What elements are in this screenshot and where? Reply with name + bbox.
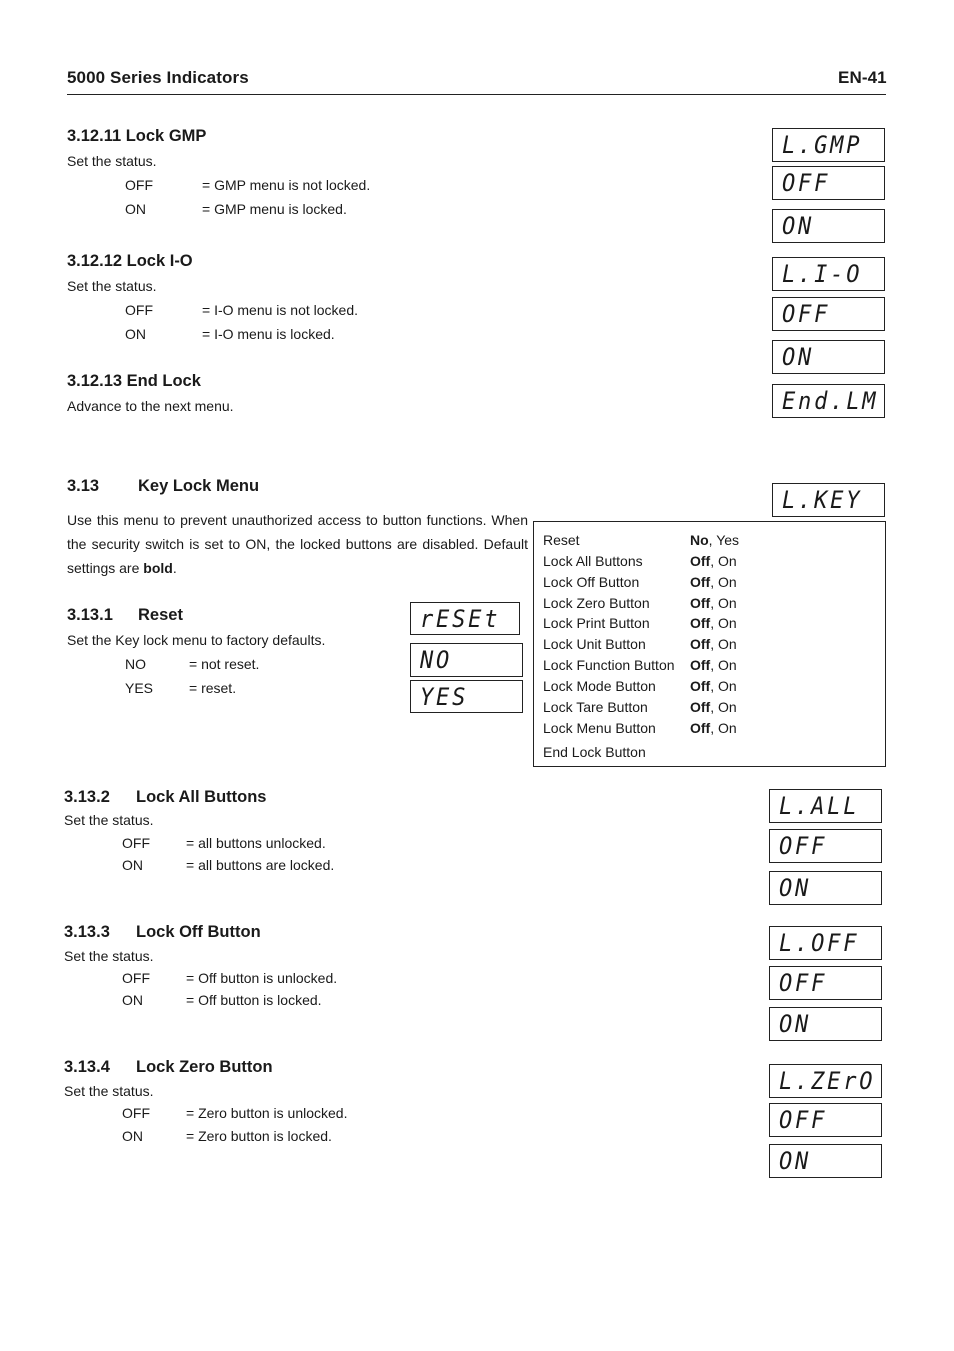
header-rule: [67, 94, 886, 95]
lcd-display: OFF: [769, 1103, 882, 1137]
option-desc: = not reset.: [189, 656, 260, 672]
section-title-lock-all-buttons: Lock All Buttons: [136, 788, 267, 806]
section-number: 3.13: [67, 477, 100, 495]
option-key: YES: [125, 680, 154, 696]
key-lock-settings-table: [533, 521, 886, 767]
option-key: OFF: [122, 1105, 150, 1121]
section-title-lock-gmp: 3.12.11 Lock GMP: [67, 127, 207, 145]
section-number: 3.13.2: [64, 788, 110, 806]
option-desc: = all buttons are locked.: [186, 857, 335, 873]
table-row: Lock Zero Button Off, On: [543, 595, 737, 611]
lcd-display: L.OFF: [769, 926, 882, 960]
section-desc: Set the status.: [64, 1083, 154, 1099]
option-desc: = GMP menu is not locked.: [202, 177, 371, 193]
option-key: ON: [122, 1128, 143, 1144]
lcd-display: ON: [772, 340, 885, 374]
option-key: OFF: [125, 177, 153, 193]
table-row: Lock All Buttons Off, On: [543, 553, 737, 569]
lcd-display: L.KEY: [772, 483, 885, 517]
option-desc: = I-O menu is not locked.: [202, 302, 359, 318]
lcd-display: rESEt: [410, 602, 520, 635]
table-row: Lock Mode Button Off, On: [543, 678, 737, 694]
section-title-end-lock: 3.12.13 End Lock: [67, 372, 201, 390]
section-desc: Set the Key lock menu to factory defaults.: [67, 632, 326, 648]
table-row: Lock Off Button Off, On: [543, 574, 737, 590]
section-desc: Advance to the next menu.: [67, 398, 234, 414]
section-title-lock-io: 3.12.12 Lock I-O: [67, 252, 193, 270]
option-desc: = Off button is locked.: [186, 992, 322, 1008]
table-row: Reset No, Yes: [543, 532, 740, 548]
lcd-display: L.ALL: [769, 789, 882, 823]
option-key: ON: [125, 201, 146, 217]
section-number: 3.13.4: [64, 1058, 110, 1076]
section-number: 3.13.3: [64, 923, 110, 941]
table-row: Lock Function Button Off, On: [543, 657, 737, 673]
option-desc: = reset.: [189, 680, 237, 696]
table-row: Lock Print Button Off, On: [543, 615, 737, 631]
lcd-display: ON: [769, 1144, 882, 1178]
option-key: ON: [122, 992, 143, 1008]
option-desc: = Zero button is locked.: [186, 1128, 332, 1144]
section-desc: Set the status.: [64, 812, 154, 828]
lcd-display: NO: [410, 643, 523, 677]
page-header-title: 5000 Series Indicators: [67, 68, 249, 87]
section-title-reset: Reset: [138, 606, 183, 624]
page-number: EN-41: [838, 68, 887, 87]
option-key: ON: [122, 857, 143, 873]
lcd-display: L.ZErO: [769, 1064, 882, 1098]
lcd-display: ON: [769, 1007, 882, 1041]
lcd-display: OFF: [772, 297, 885, 331]
option-desc: = GMP menu is locked.: [202, 201, 347, 217]
section-desc: Set the status.: [64, 948, 154, 964]
table-row: Lock Tare Button Off, On: [543, 699, 737, 715]
lcd-display: OFF: [772, 166, 885, 200]
option-key: OFF: [122, 970, 150, 986]
option-key: OFF: [122, 835, 150, 851]
section-desc: Set the status.: [67, 278, 157, 294]
section-title-key-lock-menu: Key Lock Menu: [138, 477, 260, 495]
option-desc: = Zero button is unlocked.: [186, 1105, 348, 1121]
option-key: OFF: [125, 302, 153, 318]
section-title-lock-zero-button: Lock Zero Button: [136, 1058, 273, 1076]
table-row: Lock Unit Button Off, On: [543, 636, 737, 652]
table-row: Lock Menu Button Off, On: [543, 720, 737, 736]
lcd-display: L.I-O: [772, 257, 885, 291]
option-desc: = Off button is unlocked.: [186, 970, 338, 986]
table-row: End Lock Button: [543, 744, 646, 760]
option-desc: = all buttons unlocked.: [186, 835, 326, 851]
section-desc: Set the status.: [67, 153, 157, 169]
option-key: ON: [125, 326, 146, 342]
lcd-display: OFF: [769, 829, 882, 863]
lcd-display: ON: [772, 209, 885, 243]
lcd-display: ON: [769, 871, 882, 905]
section-paragraph: Use this menu to prevent unauthorized access to button functions. When the security switch is set to ON, the locked buttons are disabled. Default settings are bold.: [67, 512, 528, 576]
lcd-display: YES: [410, 680, 523, 713]
lcd-display: End.LM: [772, 384, 885, 418]
section-number: 3.13.1: [67, 606, 113, 624]
section-title-lock-off-button: Lock Off Button: [136, 923, 261, 941]
lcd-display: L.GMP: [772, 128, 885, 162]
option-desc: = I-O menu is locked.: [202, 326, 335, 342]
option-key: NO: [125, 656, 146, 672]
lcd-display: OFF: [769, 966, 882, 1000]
